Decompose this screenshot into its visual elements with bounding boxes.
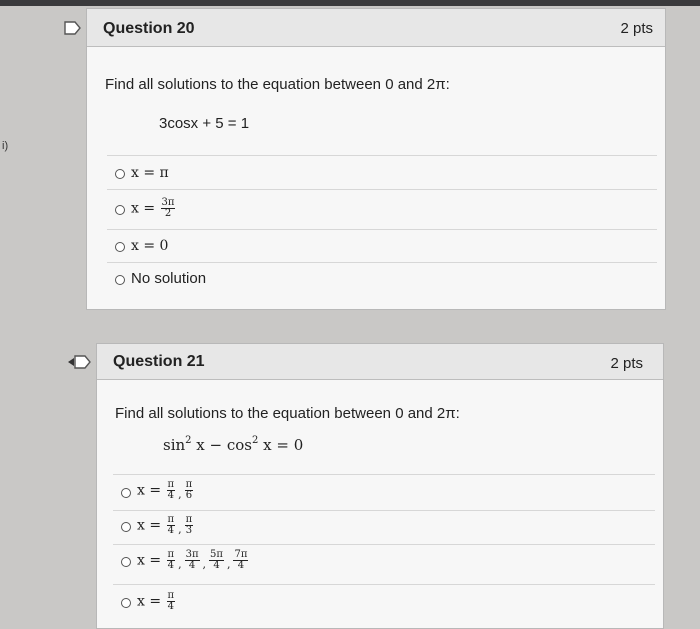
- question-20-card: [86, 8, 666, 310]
- question-points: 2 pts: [610, 355, 643, 372]
- fraction: $\frac{\pi}{6}$: [185, 479, 193, 501]
- bookmark-flag-icon[interactable]: [67, 354, 93, 370]
- answer-text: x = $\frac{\pi}{4}$ $_,$ $\frac{3\pi}{4}$ $_,$ $\frac{5\pi}{4}$ $_,$ $\frac{7\pi}{4}$: [137, 549, 248, 571]
- edge-mark: i): [2, 140, 9, 152]
- answer-text: x = 0: [131, 238, 169, 254]
- radio-button[interactable]: [121, 598, 131, 608]
- fraction: $\frac{\pi}{4}$: [167, 590, 175, 612]
- radio-button[interactable]: [121, 488, 131, 498]
- fraction: $\frac{\pi}{3}$: [185, 514, 193, 536]
- answer-text: x = $\frac{\pi}{4}$ $_,$ $\frac{\pi}{3}$: [137, 514, 193, 536]
- answer-option[interactable]: [107, 262, 657, 295]
- answer-option[interactable]: [113, 584, 655, 624]
- fraction: $\frac{5\pi}{4}$: [210, 549, 223, 571]
- answer-text: x = π: [131, 165, 169, 181]
- answer-option[interactable]: [107, 155, 657, 189]
- question-21-card: [96, 343, 664, 629]
- question-prompt: Find all solutions to the equation between 0 and 2π:: [115, 405, 460, 422]
- radio-button[interactable]: [121, 522, 131, 532]
- radio-button[interactable]: [115, 169, 125, 179]
- radio-button[interactable]: [115, 205, 125, 215]
- answer-text: x = $\frac{3\pi}{2}$: [131, 197, 175, 219]
- fraction: $\frac{\pi}{4}$: [167, 514, 175, 536]
- answer-option[interactable]: [113, 510, 655, 544]
- question-20-header: [87, 9, 665, 47]
- answer-option[interactable]: [113, 474, 655, 510]
- radio-button[interactable]: [115, 275, 125, 285]
- answer-option[interactable]: [107, 229, 657, 262]
- fraction: $\frac{\pi}{4}$: [167, 479, 175, 501]
- answer-list: [107, 155, 657, 295]
- top-bar: [0, 0, 700, 6]
- bookmark-flag-icon[interactable]: [63, 20, 83, 36]
- answer-text: No solution: [131, 270, 207, 287]
- question-equation: 3cosx + 5 = 1: [159, 115, 250, 132]
- question-equation: $\sin^2 x - \cos^2 x = 0$: [163, 435, 304, 454]
- question-prompt: Find all solutions to the equation between 0 and 2π:: [105, 76, 450, 93]
- answer-text: x = $\frac{\pi}{4}$: [137, 590, 175, 612]
- question-21-header: [97, 344, 663, 380]
- radio-button[interactable]: [115, 242, 125, 252]
- question-title: Question 20: [103, 20, 195, 37]
- fraction: $\frac{7\pi}{4}$: [234, 549, 248, 571]
- answer-option[interactable]: [113, 544, 655, 584]
- answer-option[interactable]: [107, 189, 657, 229]
- fraction: $\frac{\pi}{4}$: [167, 549, 175, 571]
- fraction: $\frac{3\pi}{2}$: [161, 197, 175, 219]
- fraction: $\frac{3\pi}{4}$: [185, 549, 199, 571]
- answer-text: x = $\frac{\pi}{4}$ $_,$ $\frac{\pi}{6}$: [137, 479, 193, 501]
- question-title: Question 21: [113, 353, 205, 370]
- radio-button[interactable]: [121, 557, 131, 567]
- answer-list: [113, 474, 655, 624]
- question-points: 2 pts: [620, 20, 653, 37]
